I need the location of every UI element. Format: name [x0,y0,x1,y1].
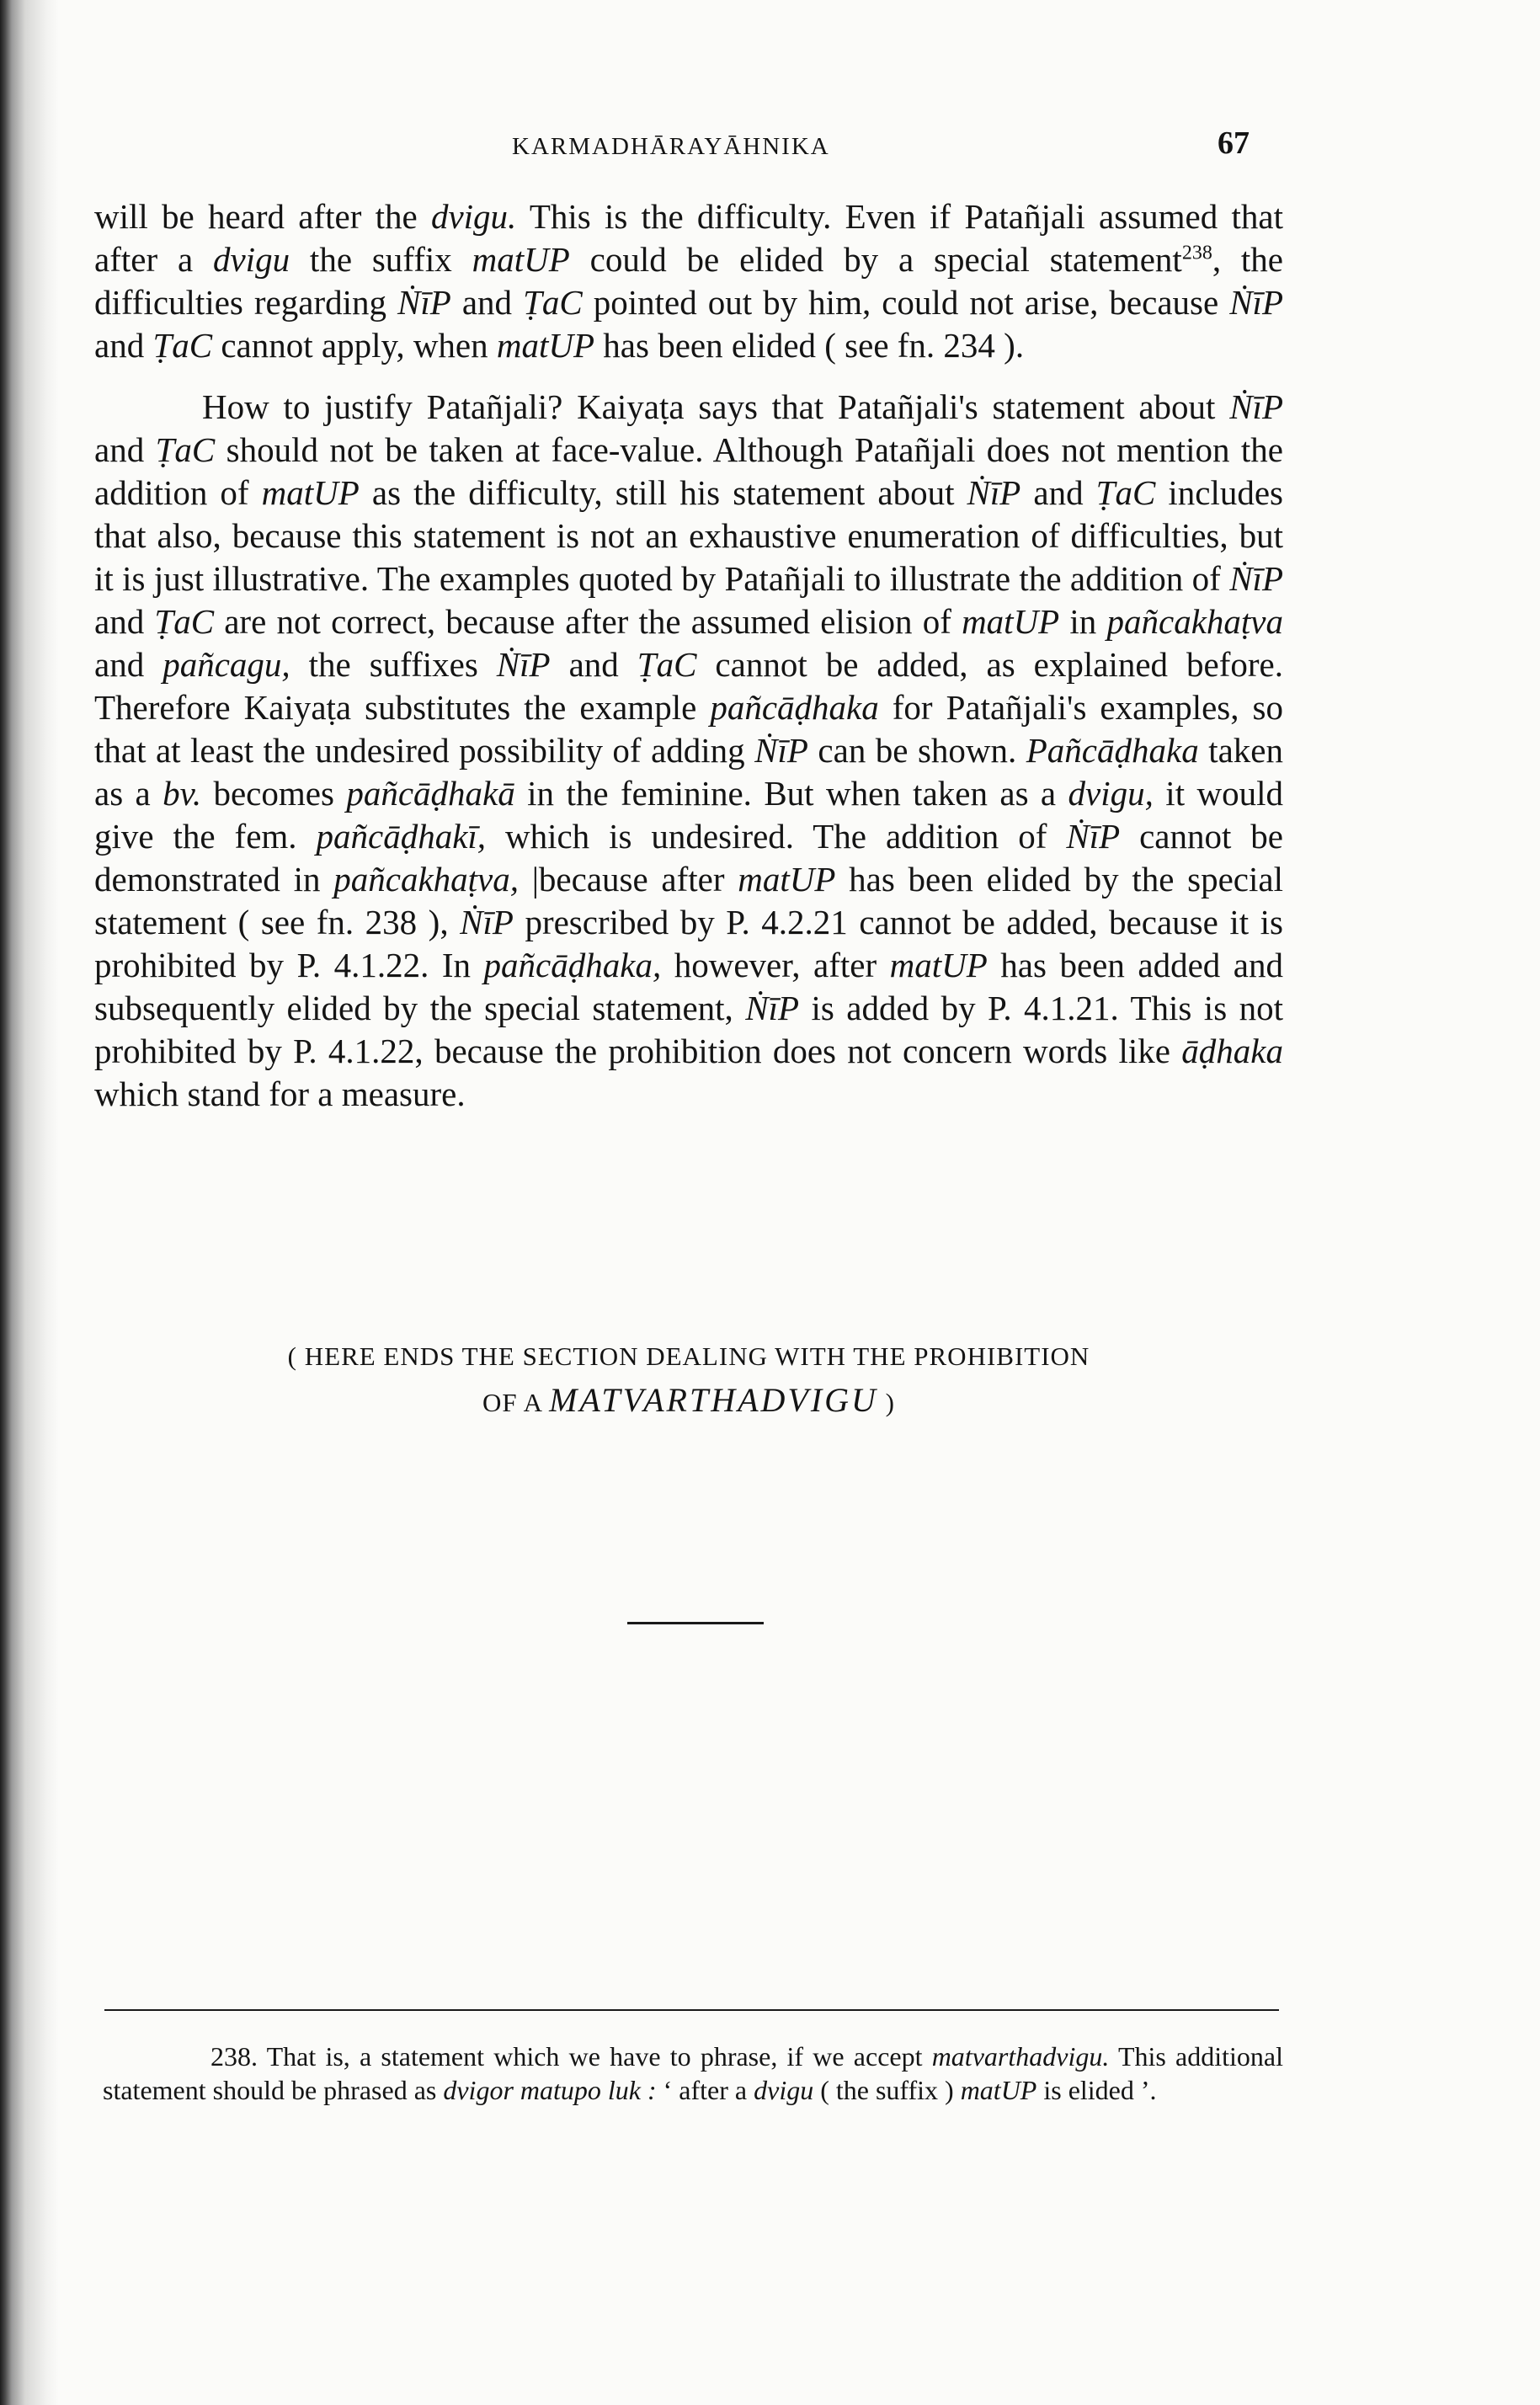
footnote-rule [104,2009,1279,2011]
section-divider [627,1622,764,1624]
running-head: KARMADHĀRAYĀHNIKA [512,133,830,160]
main-text [94,195,1283,1116]
section-title: MATVARTHADVIGU [549,1381,878,1419]
footnote-ref-238: 238 [1181,242,1212,264]
page-number: 67 [1218,125,1250,161]
paragraph-2: How to justify Patañjali? Kaiyaṭa says that Patañjali's statement about ṄīP and ṬaC should not be taken at face-value. Although Patañjali does not mention the addition of matUP as the difficulty, still his statement about ṄīP and ṬaC includes that also, because this statement is not an exhaustive enumeration of difficulties, but it is just illustrative. The examples quoted by Patañjali to illustrate the addition of ṄīP and ṬaC are not correct, because after the assumed elision of matUP in pañcakhaṭva and pañcagu, the suffixes ṄīP and ṬaC cannot be added, as explained before. Therefore Kaiyaṭa substitutes the example pañcāḍhaka for Patañjali's examples, so that at least the undesired possibility of adding ṄīP can be shown. Pañcāḍhaka taken as a bv. becomes pañcāḍhakā in the feminine. But when taken as a dvigu, it would give the fem. pañcāḍhakī, which is undesired. The addition of ṄīP cannot be demonstrated in pañcakhaṭva, |because after matUP has been elided by the special statement ( see fn. 238 ), ṄīP prescribed by P. 4.2.21 cannot be added, because it is prohibited by P. 4.1.22. In pañcāḍhaka, however, after matUP has been added and subsequently elided by the special statement, ṄīP is added by P. 4.1.21. This is not prohibited by P. 4.1.22, because the prohibition does not concern words like āḍhaka which stand for a measure. [94,387,1284,1113]
section-end-note [94,1335,1283,1425]
book-spine-shadow [0,0,59,2405]
footnote-238 [103,2040,1283,2107]
footnote-text: 238. That is, a statement which we have to phrase, if we accept matvarthadvigu. This additional statement should be phrased as dvigor matupo luk : ‘ after a dvigu ( the suffix ) matUP is elided ’. [103,2041,1284,2105]
section-end-line-2: OF A MATVARTHADVIGU ) [482,1381,895,1419]
paragraph-1: will be heard after the dvigu. This is the difficulty. Even if Patañjali assumed that after a dvigu the suffix matUP could be elided by a special statement$^{238}$, the difficulties regarding ṄīP and ṬaC pointed out by him, could not arise, because ṄīP and ṬaC cannot apply, when matUP has been elided ( see fn. 234 ). [94,197,1283,365]
section-end-line-1: ( HERE ENDS THE SECTION DEALING WITH THE PROHIBITION [287,1341,1090,1371]
